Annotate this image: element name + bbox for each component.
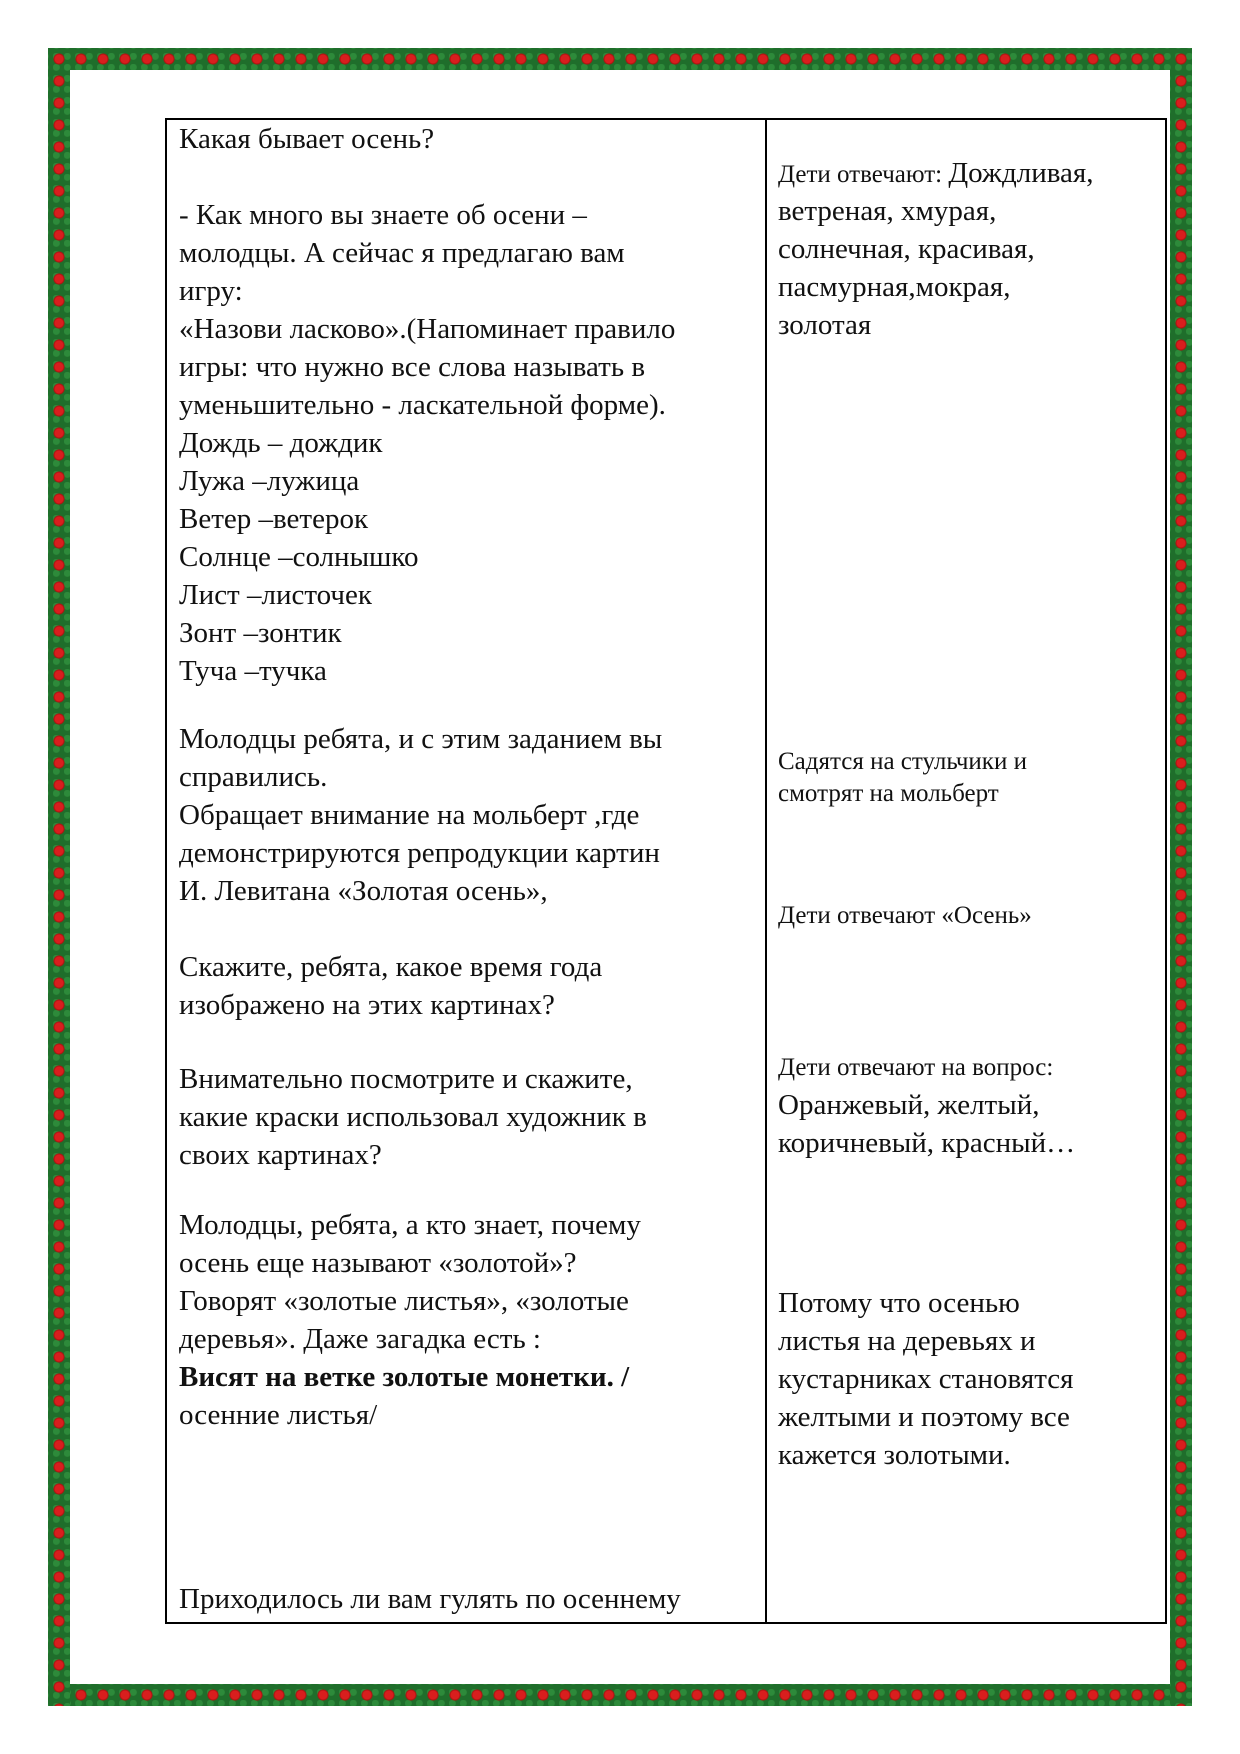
children-line: желтыми и поэтому все [778, 1401, 1070, 1433]
children-line: кажется золотыми. [778, 1439, 1011, 1471]
children-line: Оранжевый, желтый, [778, 1089, 1040, 1121]
teacher-line: справились. [179, 761, 328, 793]
children-column [766, 119, 1166, 1623]
children-line: Садятся на стульчики и [778, 748, 1027, 775]
children-answer-3: Дети отвечают «Осень» [778, 902, 1032, 929]
word-pair: Лист –листочек [179, 579, 372, 611]
teacher-line: уменьшительно - ласкательной форме). [179, 389, 666, 421]
word-pair: Ветер –ветерок [179, 503, 369, 535]
children-line: золотая [778, 309, 872, 341]
riddle-answer: осенние листья/ [179, 1399, 378, 1431]
teacher-question-1: Какая бывает осень? [179, 123, 435, 155]
children-answer-4-intro: Дети отвечают на вопрос: [778, 1054, 1054, 1081]
word-pair: Дождь – дождик [179, 427, 383, 459]
teacher-line: Приходилось ли вам гулять по осеннему [179, 1583, 681, 1615]
teacher-line: осень еще называют «золотой»? [179, 1247, 577, 1279]
children-line: солнечная, красивая, [778, 233, 1035, 265]
children-line: Потому что осенью [778, 1287, 1020, 1319]
teacher-line: Молодцы ребята, и с этим заданием вы [179, 723, 663, 755]
teacher-line: Говорят «золотые листья», «золотые [179, 1285, 629, 1317]
children-line: ветреная, хмурая, [778, 195, 997, 227]
teacher-line: какие краски использовал художник в [179, 1101, 647, 1133]
children-line: пасмурная,мокрая, [778, 271, 1011, 303]
decorative-border-left [48, 48, 70, 1706]
answer-word: Дождливая, [948, 157, 1094, 189]
children-line: смотрят на мольберт [778, 780, 999, 807]
table-row [166, 119, 1166, 1623]
teacher-line: деревья». Даже загадка есть : [179, 1323, 541, 1355]
word-pair: Лужа –лужица [179, 465, 360, 497]
word-pair: Солнце –солнышко [179, 541, 419, 573]
word-pair: Туча –тучка [179, 655, 327, 687]
teacher-line: игру: [179, 275, 243, 307]
teacher-line: «Назови ласково».(Напоминает правило [179, 313, 676, 345]
teacher-line: игры: что нужно все слова называть в [179, 351, 646, 383]
teacher-line: Молодцы, ребята, а кто знает, почему [179, 1209, 641, 1241]
teacher-line: Обращает внимание на мольберт ,где [179, 799, 640, 831]
teacher-line: изображено на этих картинах? [179, 989, 555, 1021]
teacher-line: Скажите, ребята, какое время года [179, 951, 603, 983]
teacher-line: И. Левитана «Золотая осень», [179, 875, 548, 907]
children-line: коричневый, красный… [778, 1127, 1076, 1159]
decorative-border-top [48, 48, 1192, 70]
lesson-table [165, 118, 1167, 1624]
children-line: листья на деревьях и [778, 1325, 1036, 1357]
decorative-border-bottom [48, 1684, 1192, 1706]
teacher-line: демонстрируются репродукции картин [179, 837, 660, 869]
children-line: кустарниках становятся [778, 1363, 1074, 1395]
answer-intro: Дети отвечают: [778, 161, 949, 188]
word-pair: Зонт –зонтик [179, 617, 342, 649]
teacher-line: своих картинах? [179, 1139, 382, 1171]
teacher-line: - Как много вы знаете об осени – [179, 199, 587, 231]
teacher-column [166, 119, 766, 1623]
teacher-line: Внимательно посмотрите и скажите, [179, 1063, 633, 1095]
riddle-text: Висят на ветке золотые монетки. / [179, 1361, 630, 1393]
teacher-line: молодцы. А сейчас я предлагаю вам [179, 237, 625, 269]
decorative-border-right [1170, 48, 1192, 1706]
children-answer-1 [778, 154, 1094, 194]
